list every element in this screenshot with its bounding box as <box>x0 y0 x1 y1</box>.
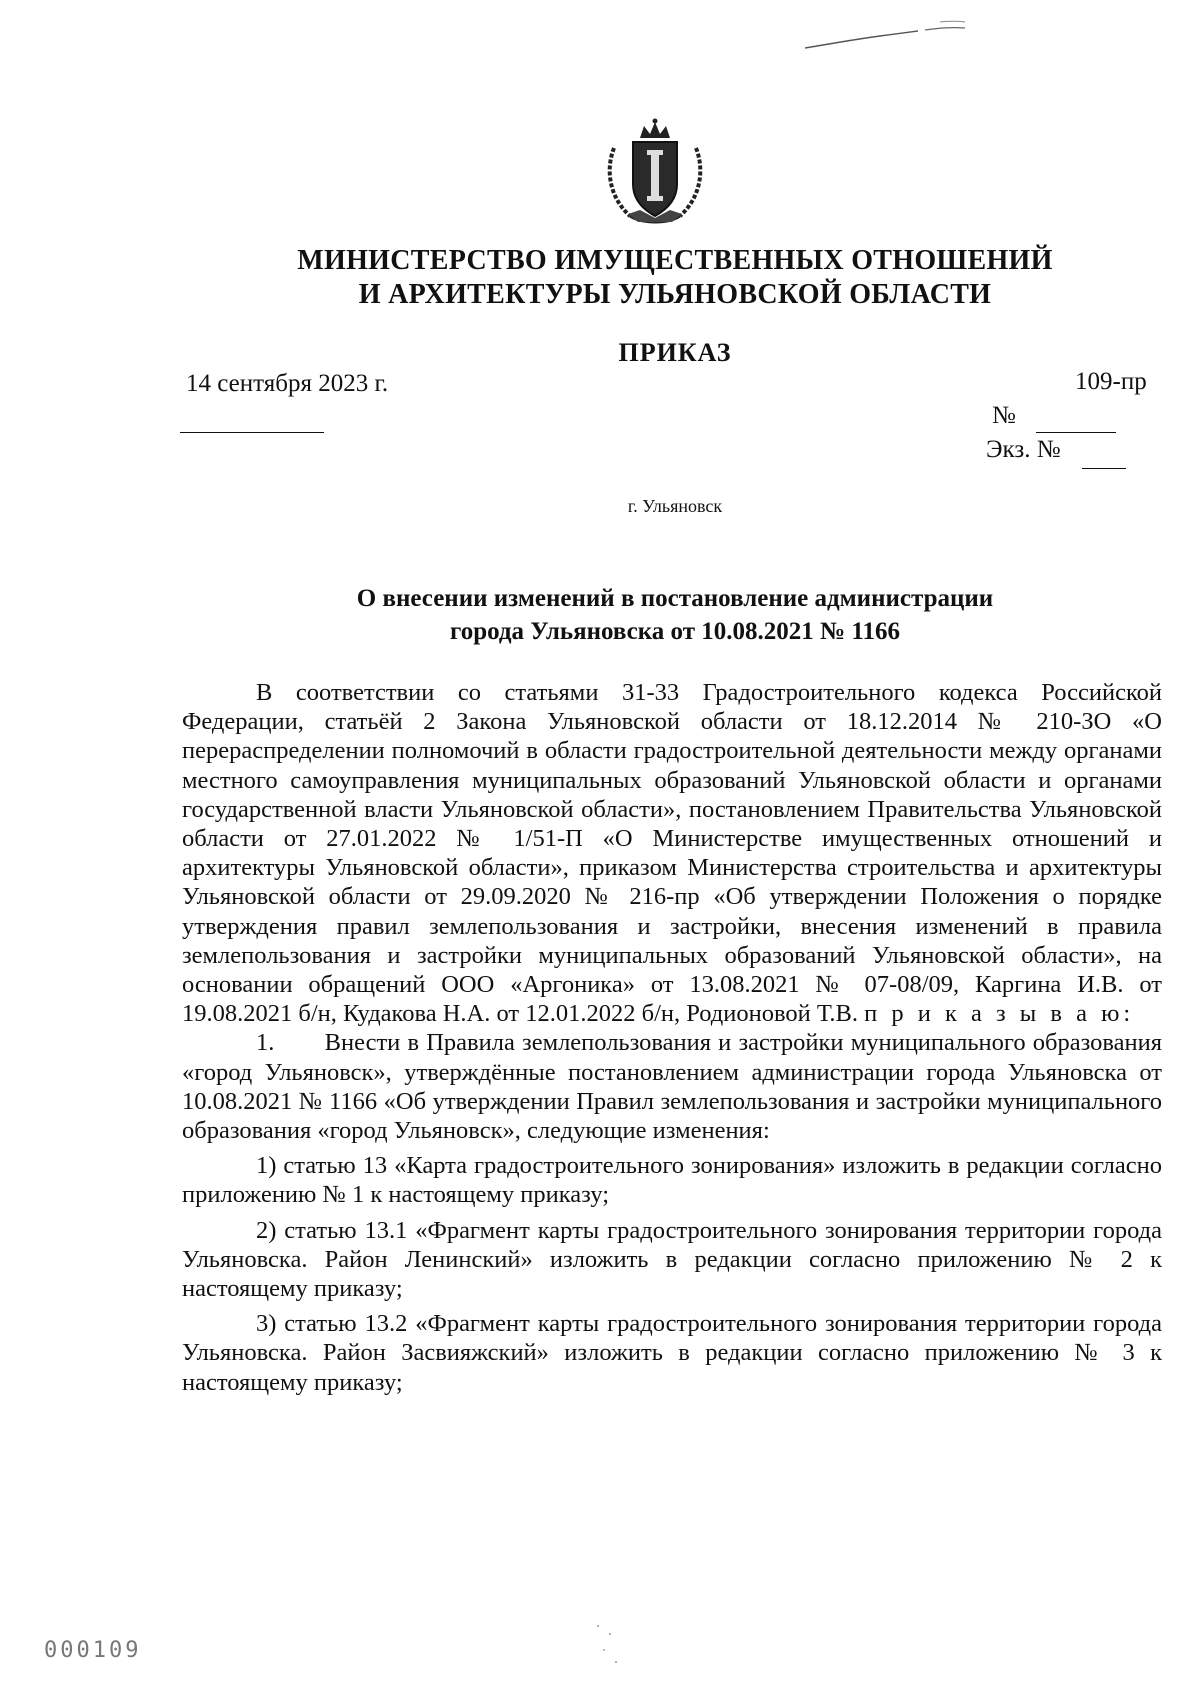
order-subject-line2: города Ульяновска от 10.08.2021 № 1166 <box>449 618 900 645</box>
order-subject-line1: О внесении изменений в постановление администрации <box>356 585 994 612</box>
document-type-title: ПРИКАЗ <box>618 338 732 367</box>
subitem-1-paragraph: 1) статью 13 «Карта градостроительного зонирования» изложить в редакции согласно приложению № 1 к настоящему приказу; <box>182 1152 1162 1209</box>
page-number-stamp: 000109 <box>44 1638 142 1663</box>
preamble-text: В соответствии со статьями 31-33 Градостроительного кодекса Российской Федерации, статьёй 2 Закона Ульяновской области от 18.12.2014 № 210-ЗО «О перераспределении полномочий в области градостроительной деятельности между органами местного самоуправления муниципальных образований Ульяновской области и органами государственной власти Ульяновской области», постановлением Правительства Ульяновской области от 27.01.2022 № 1/51-П «О Министерстве имущественных отношений и архитектуры Ульяновской области», приказом Министерства строительства и архитектуры Ульяновской области от 29.09.2020 № 216-пр «Об утверждении Положения о порядке утверждения правил землепользования и застройки, внесения изменений в правила землепользования и застройки муниципальных образований Ульяновской области», на основании обращений ООО «Аргоника» от 13.08.2021 № 07-08/09, Каргина И.В. от 19.08.2021 б/н, Кудакова Н.А. от 12.01.2022 б/н, Родионовой Т.В. <box>182 679 1162 1028</box>
subitem-3-paragraph: 3) статью 13.2 «Фрагмент карты градостроительного зонирования территории города Ульяновска. Район Засвияжский» изложить в редакции согласно приложению № 3 к настоящему приказу; <box>182 1310 1162 1396</box>
subitem-2-paragraph: 2) статью 13.1 «Фрагмент карты градостроительного зонирования территории города Ульяновска. Район Ленинский» изложить в редакции согласно приложению № 2 к настоящему приказу; <box>182 1216 1162 1303</box>
order-number-label: № <box>992 402 1016 429</box>
order-body <box>182 678 1162 1397</box>
order-date: 14 сентября 2023 г. <box>186 370 389 397</box>
item-1-paragraph: 1. Внести в Правила землепользования и застройки муниципального образования «город Ульяновск», утверждённые постановлением администрации города Ульяновска от 10.08.2021 № 1166 «Об утверждении Правил землепользования и застройки муниципального образования «город Ульяновск», следующие изменения: <box>182 1029 1162 1145</box>
ministry-name-line2: И АРХИТЕКТУРЫ УЛЬЯНОВСКОЙ ОБЛАСТИ <box>358 279 992 310</box>
date-underline <box>180 432 324 433</box>
copy-number-label: Экз. № <box>986 436 1061 463</box>
coat-of-arms-icon <box>600 118 710 230</box>
preamble-paragraph <box>182 678 1162 1028</box>
order-word: п р и к а з ы в а ю: <box>864 1000 1135 1028</box>
ministry-name <box>0 244 1200 312</box>
order-subject <box>0 582 1200 648</box>
city-name: г. Ульяновск <box>627 496 723 516</box>
order-number-underline <box>1036 432 1116 433</box>
ministry-name-line1: МИНИСТЕРСТВО ИМУЩЕСТВЕННЫХ ОТНОШЕНИЙ <box>297 245 1053 276</box>
copy-number-underline <box>1082 468 1126 469</box>
order-number-value: 109-пр <box>1075 368 1147 395</box>
handwritten-mark-icon <box>800 18 970 58</box>
scan-noise-icon <box>590 1620 630 1670</box>
